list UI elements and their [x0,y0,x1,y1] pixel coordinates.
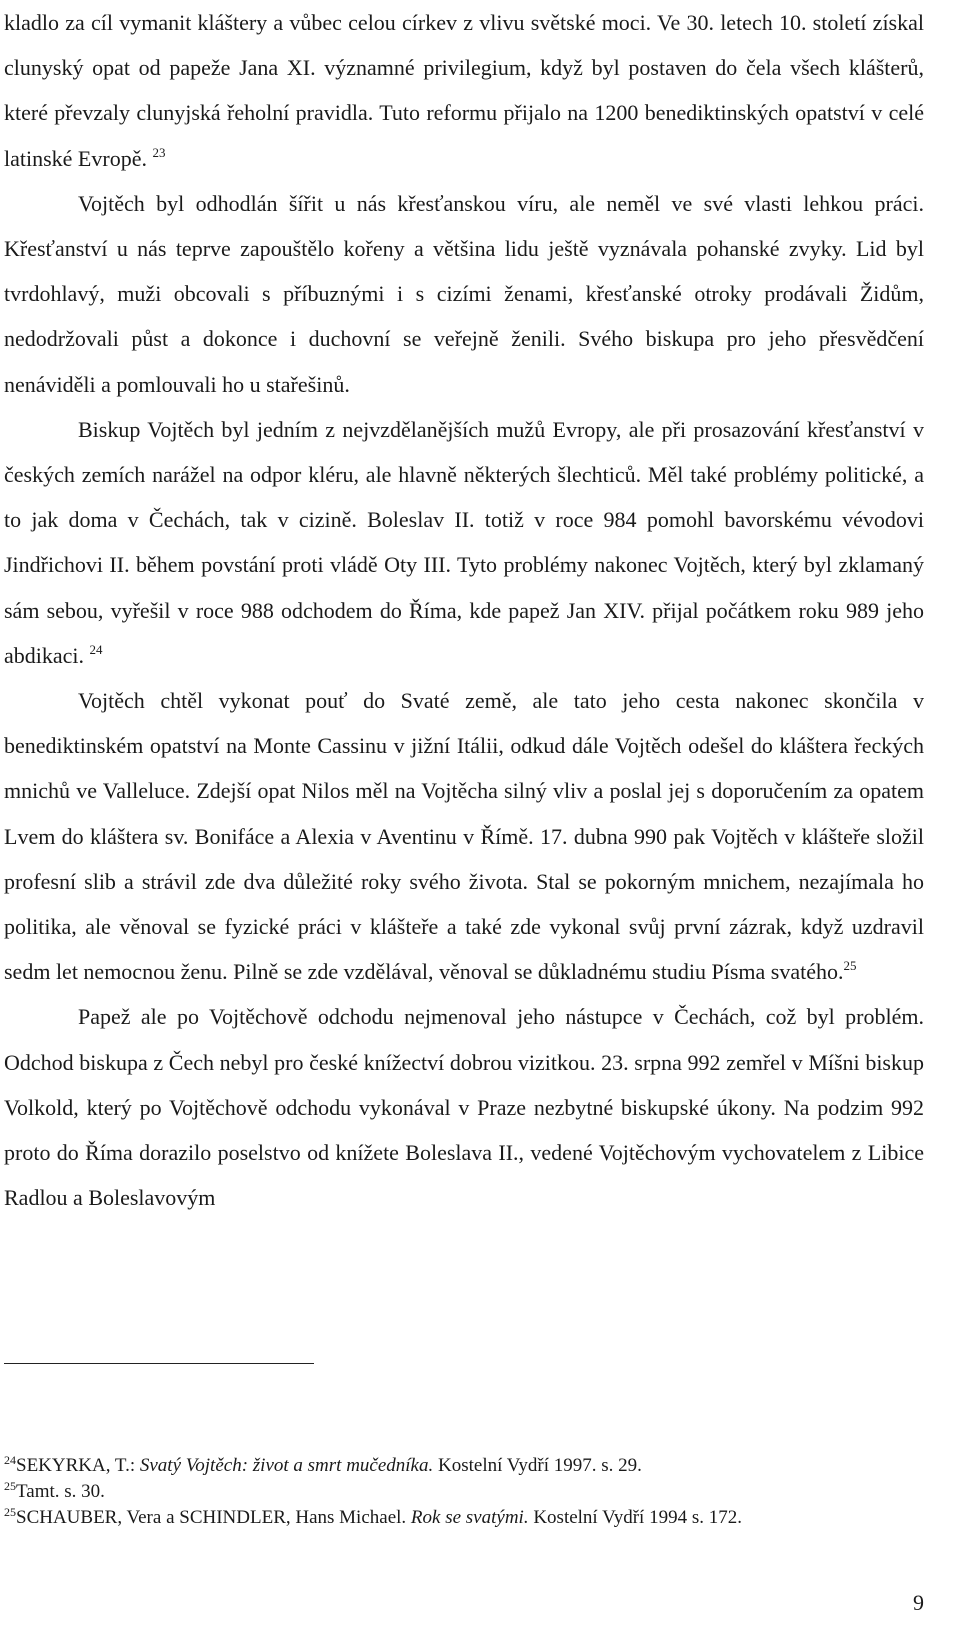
footnote-number: 25 [4,1479,16,1493]
footnotes [4,1453,924,1531]
paragraph: Biskup Vojtěch byl jedním z nejvzdělanějších mužů Evropy, ale při prosazování křesťanství v českých zemích narážel na odpor kléru, ale hlavně některých šlechticů. Měl také problémy politické, a to jak doma v Čechách, tak v cizině. Boleslav II. totiž v roce 984 pomohl bavorskému vévodovi Jindřichovi II. během povstání proti vládě Oty III. Tyto problémy nakonec Vojtěch, který byl zklamaný sám sebou, vyřešil v roce 988 odchodem do Říma, kde papež Jan XIV. přijal počátkem roku 989 jeho abdikaci. $^{24}$ [4,416,924,668]
paragraph: kladlo za cíl vymanit kláštery a vůbec celou církev z vlivu světské moci. Ve 30. letech 10. století získal clunyský opat od papeže Jana XI. významné privilegium, když byl postaven do čela všech klášterů, které převzaly clunyjská řeholní pravidla. Tuto reformu přijalo na 1200 benediktinských opatství v celé latinské Evropě. $^{23}$ [4,10,924,171]
page-number: 9 [913,1590,924,1615]
footnote-ref: 25 [843,958,857,974]
footnote-separator [4,1363,314,1364]
footnote: $^{24}$SEKYRKA, T.: Svatý Vojtěch: život a smrt mučedníka. Kostelní Vydří 1997. s. 29. [4,1453,642,1476]
paragraph: Papež ale po Vojtěchově odchodu nejmenoval jeho nástupce v Čechách, což byl problém. Odchod biskupa z Čech nebyl pro české knížectví dobrou vizitkou. 23. srpna 992 zemřel v Míšni biskup Volkold, který po Vojtěchově odchodu vykonával v Praze nezbytné biskupské úkony. Na podzim 992 proto do Říma dorazilo poselstvo od knížete Boleslava II., vedené Vojtěchovým vychovatelem z Libice Radlou a Boleslavovým [4,1004,924,1211]
footnote: $^{25}$SCHAUBER, Vera a SCHINDLER, Hans Michael. Rok se svatými. Kostelní Vydří 1994 s. 172. [4,1505,742,1528]
footnote-number: 25 [4,1505,16,1519]
footnote: $^{25}$Tamt. s. 30. [4,1479,105,1502]
footnote-ref: 23 [152,144,166,160]
footnote-number: 24 [4,1453,16,1467]
body-text [4,0,924,1220]
paragraph: Vojtěch chtěl vykonat pouť do Svaté země, ale tato jeho cesta nakonec skončila v benediktinském opatství na Monte Cassinu v jižní Itálii, odkud dále Vojtěch odešel do kláštera řeckých mnichů ve Valleluce. Zdejší opat Nilos měl na Vojtěcha silný vliv a poslal jej s doporučením za opatem Lvem do kláštera sv. Bonifáce a Alexia v Aventinu v Římě. 17. dubna 990 pak Vojtěch v klášteře složil profesní slib a strávil zde dva důležité roky svého života. Stal se pokorným mnichem, nezajímala ho politika, ale věnoval se fyzické práci v klášteře a také zde vykonal svůj první zázrak, když uzdravil sedm let nemocnou ženu. Pilně se zde vzdělával, věnoval se důkladnému studiu Písma svatého.$^{25}$ [4,688,924,985]
footnote-ref: 24 [89,641,103,657]
paragraph: Vojtěch byl odhodlán šířit u nás křesťanskou víru, ale neměl ve své vlasti lehkou práci. Křesťanství u nás teprve zapouštělo kořeny a většina lidu ještě vyznávala pohanské zvyky. Lid byl tvrdohlavý, muži obcovali s příbuznými i s cizími ženami, křesťanské otroky prodávali Židům, nedodržovali půst a dokonce i duchovní se veřejně ženili. Svého biskupa pro jeho přesvědčení nenáviděli a pomlouvali ho u stařešinů. [4,190,924,397]
